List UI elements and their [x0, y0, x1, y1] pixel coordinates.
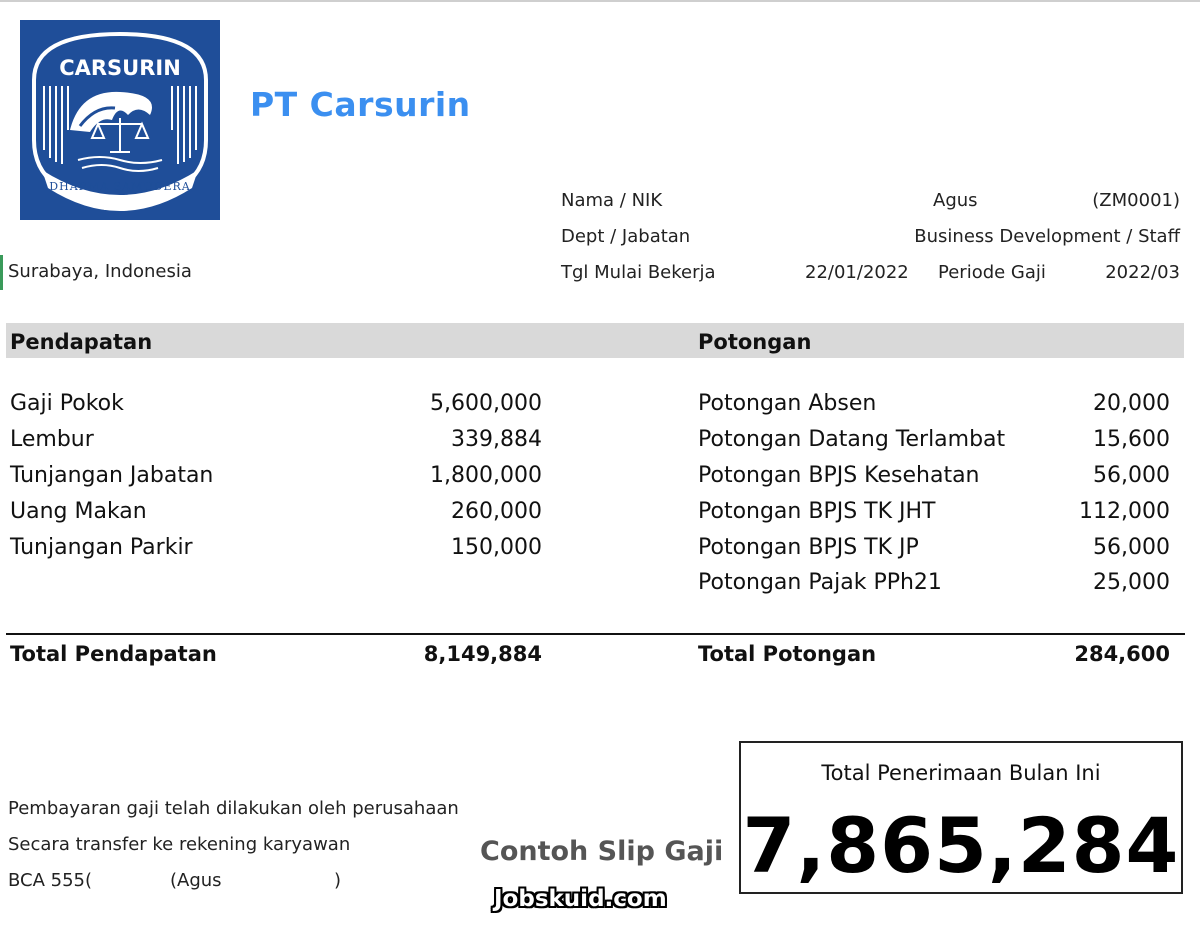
net-pay-amount: 7,865,284	[742, 801, 1180, 890]
payment-note-line2: Secara transfer ke rekening karyawan	[8, 834, 351, 855]
net-pay-box	[739, 741, 1183, 894]
income-label: Lembur	[10, 427, 94, 452]
start-date: 22/01/2022	[805, 262, 909, 283]
employee-nik: (ZM0001)	[1092, 190, 1180, 211]
watermark-title: Contoh Slip Gaji	[480, 836, 724, 867]
deduction-label: Potongan Absen	[698, 391, 877, 416]
total-deductions-label: Total Potongan	[698, 642, 877, 666]
deduction-value: 56,000	[1093, 535, 1170, 560]
income-value: 339,884	[451, 427, 542, 452]
deduction-label: Potongan Pajak PPh21	[698, 570, 942, 595]
income-value: 1,800,000	[430, 463, 542, 488]
deduction-label: Potongan BPJS TK JHT	[698, 499, 936, 524]
deduction-value: 112,000	[1079, 499, 1170, 524]
account-holder-close: )	[334, 870, 342, 891]
start-date-label: Tgl Mulai Bekerja	[561, 262, 716, 283]
logo-arc-text: DHARMA SAMUDERA	[49, 180, 191, 193]
income-value: 260,000	[451, 499, 542, 524]
income-label: Tunjangan Jabatan	[10, 463, 214, 488]
company-name: PT Carsurin	[250, 85, 471, 124]
deductions-title: Potongan	[698, 330, 812, 354]
income-value: 5,600,000	[430, 391, 542, 416]
company-location: Surabaya, Indonesia	[8, 261, 192, 282]
name-nik-label: Nama / NIK	[561, 190, 663, 211]
total-deductions-value: 284,600	[1074, 642, 1170, 666]
employee-name: Agus	[933, 190, 978, 211]
deduction-value: 20,000	[1093, 391, 1170, 416]
deduction-label: Potongan BPJS TK JP	[698, 535, 919, 560]
income-label: Tunjangan Parkir	[10, 535, 193, 560]
account-holder: (Agus	[170, 870, 222, 891]
deduction-label: Potongan Datang Terlambat	[698, 427, 1006, 452]
sheet-top-gridline	[0, 0, 1200, 2]
income-label: Uang Makan	[10, 499, 147, 524]
total-income-value: 8,149,884	[423, 642, 542, 666]
total-income-label: Total Pendapatan	[10, 642, 217, 666]
dept-label: Dept / Jabatan	[561, 226, 691, 247]
selected-cell-marker	[0, 255, 3, 290]
deduction-label: Potongan BPJS Kesehatan	[698, 463, 980, 488]
net-pay-label: Total Penerimaan Bulan Ini	[821, 761, 1101, 785]
deduction-value: 15,600	[1093, 427, 1170, 452]
logo-year: 1968	[102, 198, 138, 214]
income-title: Pendapatan	[10, 330, 153, 354]
totals-divider	[6, 633, 1185, 635]
income-label: Gaji Pokok	[10, 391, 124, 416]
section-header-bar	[6, 323, 1184, 358]
income-value: 150,000	[451, 535, 542, 560]
period-label: Periode Gaji	[938, 262, 1046, 283]
logo-top-text: CARSURIN	[59, 56, 181, 80]
bank-account: BCA 555(	[8, 870, 93, 891]
watermark-site: Jobskuid.com	[494, 886, 667, 912]
payment-note-line1: Pembayaran gaji telah dilakukan oleh perusahaan	[8, 798, 459, 819]
company-logo	[20, 20, 220, 220]
deduction-value: 25,000	[1093, 570, 1170, 595]
salary-period: 2022/03	[1105, 262, 1180, 283]
deduction-value: 56,000	[1093, 463, 1170, 488]
employee-dept: Business Development / Staff	[914, 226, 1180, 247]
